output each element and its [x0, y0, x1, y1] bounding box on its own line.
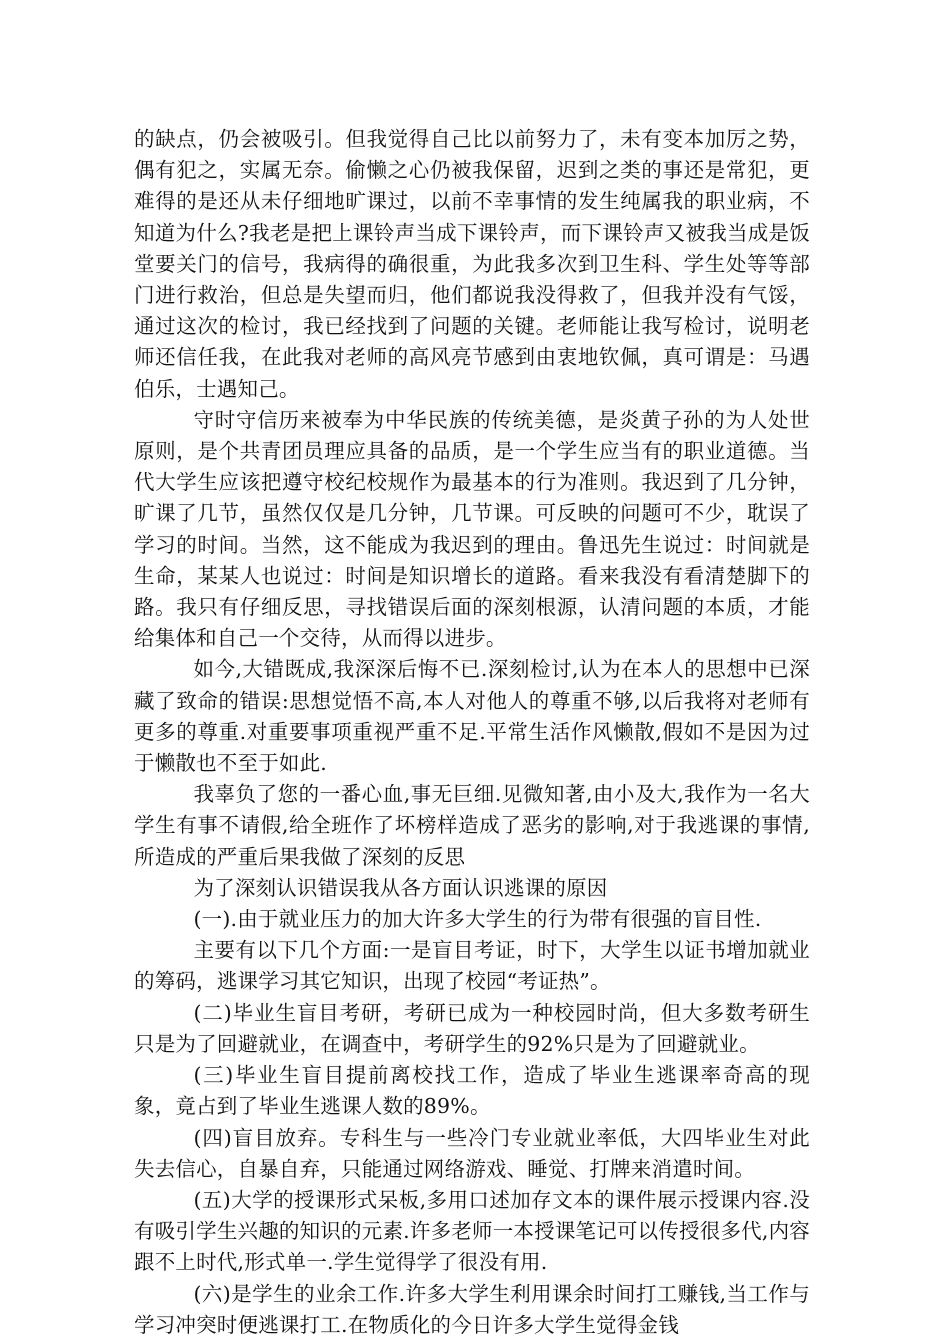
paragraph: 守时守信历来被奉为中华民族的传统美德，是炎黄子孙的为人处世原则，是个共青团员理应具备的品质，是一个学生应当有的职业道德。当代大学生应该把遵守校纪校规作为最基本的行为准则。我迟到了几分钟，旷课了几节，虽然仅仅是几分钟，几节课。可反映的问题可不少，耽误了学习的时间。当然，这不能成为我迟到的理由。鲁迅先生说过：时间就是生命，某某人也说过：时间是知识增长的道路。看来我没有看清楚脚下的路。我只有仔细反思，寻找错误后面的深刻根源，认清问题的本质，才能给集体和自己一个交待，从而得以进步。: [134, 407, 810, 651]
paragraph: (六)是学生的业余工作.许多大学生利用课余时间打工赚钱,当工作与学习冲突时便逃课打工.在物质化的今日许多大学生觉得金钱: [134, 1281, 810, 1337]
paragraph: 我辜负了您的一番心血,事无巨细.见微知著,由小及大,我作为一名大学生有事不请假,给全班作了坏榜样造成了恶劣的影响,对于我逃课的事情,所造成的严重后果我做了深刻的反思: [134, 782, 810, 869]
paragraph: 的缺点，仍会被吸引。但我觉得自己比以前努力了，未有变本加厉之势，偶有犯之，实属无奈。偷懒之心仍被我保留，迟到之类的事还是常犯，更难得的是还从未仔细地旷课过，以前不幸事情的发生纯属我的职业病，不知道为什么?我老是把上课铃声当成下课铃声，而下课铃声又被我当成是饭堂要关门的信号，我病得的确很重，为此我多次到卫生科、学生处等等部门进行救治，但总是失望而归，他们都说我没得救了，但我并没有气馁，通过这次的检讨，我已经找到了问题的关键。老师能让我写检讨，说明老师还信任我，在此我对老师的高风亮节感到由衷地钦佩，真可谓是：马遇伯乐，士遇知己。: [134, 127, 810, 401]
paragraph: (三)毕业生盲目提前离校找工作，造成了毕业生逃课率奇高的现象，竟占到了毕业生逃课人数的89%。: [134, 1063, 810, 1119]
paragraph: 如今,大错既成,我深深后悔不已.深刻检讨,认为在本人的思想中已深藏了致命的错误:思想觉悟不高,本人对他人的尊重不够,以后我将对老师有更多的尊重.对重要事项重视严重不足.平常生活作风懒散,假如不是因为过于懒散也不至于如此.: [134, 657, 810, 776]
paragraph: (五)大学的授课形式呆板,多用口述加存文本的课件展示授课内容.没有吸引学生兴趣的知识的元素.许多老师一本授课笔记可以传授很多代,内容跟不上时代,形式单一.学生觉得学了很没有用.: [134, 1187, 810, 1275]
paragraph: (二)毕业生盲目考研，考研已成为一种校园时尚，但大多数考研生只是为了回避就业，在调查中，考研学生的92%只是为了回避就业。: [134, 1000, 810, 1056]
paragraph: 主要有以下几个方面:一是盲目考证，时下，大学生以证书增加就业的筹码，逃课学习其它知识，出现了校园“考证热”。: [134, 938, 810, 994]
paragraph: (四)盲目放弃。专科生与一些冷门专业就业率低，大四毕业生对此失去信心，自暴自弃，只能通过网络游戏、睡觉、打牌来消遣时间。: [134, 1125, 810, 1181]
paragraph: 为了深刻认识错误我从各方面认识逃课的原因: [193, 875, 608, 900]
paragraph: (一).由于就业压力的加大许多大学生的行为带有很强的盲目性.: [193, 907, 762, 932]
